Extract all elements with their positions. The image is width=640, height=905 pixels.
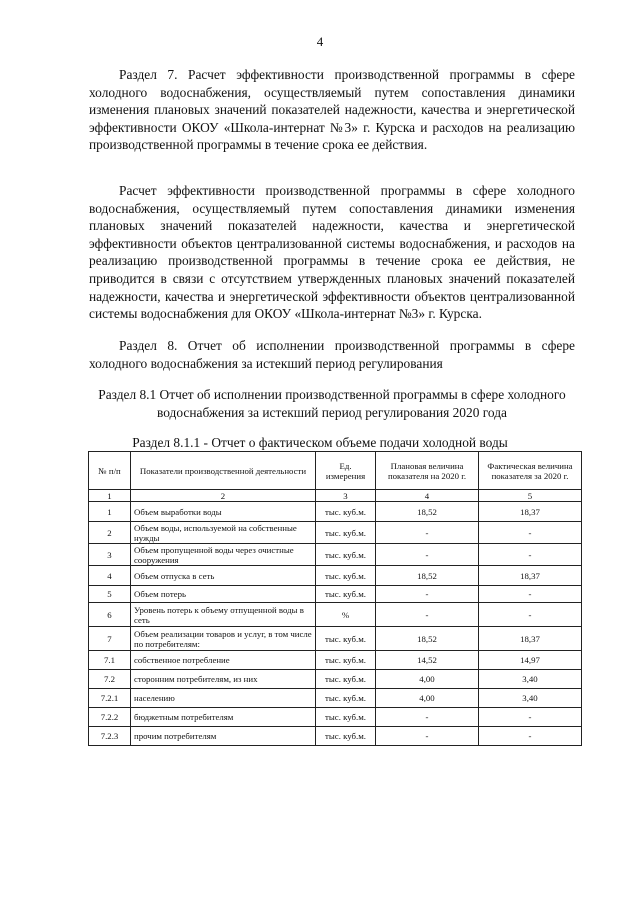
row-fact-value: 3,40 (479, 689, 582, 708)
row-unit: тыс. куб.м. (316, 670, 376, 689)
col-number-1: 1 (89, 490, 131, 502)
col-number-5: 5 (479, 490, 582, 502)
row-indicator: сторонним потребителям, из них (131, 670, 316, 689)
row-unit: тыс. куб.м. (316, 566, 376, 586)
row-unit: тыс. куб.м. (316, 502, 376, 522)
table-row (89, 708, 582, 727)
row-fact-value: 14,97 (479, 651, 582, 670)
header-unit: Ед. измерения (316, 452, 376, 490)
table-row (89, 689, 582, 708)
row-unit: тыс. куб.м. (316, 689, 376, 708)
row-fact-value: 18,37 (479, 627, 582, 651)
row-unit: тыс. куб.м. (316, 586, 376, 603)
row-fact-value: - (479, 708, 582, 727)
table-row (89, 566, 582, 586)
row-number: 7.1 (89, 651, 131, 670)
col-number-4: 4 (376, 490, 479, 502)
row-fact-value: - (479, 603, 582, 627)
row-indicator: бюджетным потребителям (131, 708, 316, 727)
row-fact-value: 18,37 (479, 566, 582, 586)
section-8-heading: Раздел 8. Отчет об исполнении производственной программы в сфере холодного водоснабжения за истекший период регулирования (89, 338, 575, 371)
row-indicator: Объем выработки воды (131, 502, 316, 522)
cold-water-report-table (88, 451, 582, 746)
row-fact-value: - (479, 544, 582, 566)
row-unit: % (316, 603, 376, 627)
row-unit: тыс. куб.м. (316, 727, 376, 746)
column-number-row (89, 490, 582, 502)
section-8-1-heading: Раздел 8.1 Отчет об исполнении производственной программы в сфере холодного водоснабжения за истекший период регулирования 2020 года (98, 387, 566, 420)
row-number: 3 (89, 544, 131, 566)
col-number-2: 2 (131, 490, 316, 502)
row-unit: тыс. куб.м. (316, 544, 376, 566)
row-number: 4 (89, 566, 131, 586)
row-unit: тыс. куб.м. (316, 627, 376, 651)
table-header-row (89, 452, 582, 490)
row-number: 7 (89, 627, 131, 651)
row-indicator: Объем потерь (131, 586, 316, 603)
row-unit: тыс. куб.м. (316, 708, 376, 727)
header-indicator: Показатели производственной деятельности (131, 452, 316, 490)
row-plan-value: 4,00 (376, 670, 479, 689)
row-number: 7.2.1 (89, 689, 131, 708)
row-indicator: Объем отпуска в сеть (131, 566, 316, 586)
row-fact-value: - (479, 522, 582, 544)
row-indicator: Объем воды, используемой на собственные нужды (131, 522, 316, 544)
row-number: 5 (89, 586, 131, 603)
row-fact-value: 3,40 (479, 670, 582, 689)
col-number-3: 3 (316, 490, 376, 502)
row-indicator: населению (131, 689, 316, 708)
page-number: 4 (316, 34, 324, 49)
header-fact: Фактическая величина показателя за 2020 г. (479, 452, 582, 490)
row-number: 1 (89, 502, 131, 522)
row-fact-value: - (479, 586, 582, 603)
row-number: 7.2.3 (89, 727, 131, 746)
header-plan: Плановая величина показателя на 2020 г. (376, 452, 479, 490)
row-indicator: прочим потребителям (131, 727, 316, 746)
table-row (89, 627, 582, 651)
section-7-heading: Раздел 7. Расчет эффективности производственной программы в сфере холодного водоснабжения, осуществляемый путем сопоставления динамики изменения плановых значений показателей надежности, качества и энергетической эффективности ОКОУ «Школа-интернат №3» г. Курска и расходов на реализацию производственной программы в течение срока ее действия. (89, 67, 575, 153)
table-row (89, 502, 582, 522)
row-fact-value: - (479, 727, 582, 746)
table-row (89, 522, 582, 544)
row-number: 2 (89, 522, 131, 544)
row-number: 7.2.2 (89, 708, 131, 727)
row-fact-value: 18,37 (479, 502, 582, 522)
table-row (89, 603, 582, 627)
row-plan-value: - (376, 603, 479, 627)
row-indicator: Уровень потерь к объему отпущенной воды в сеть (131, 603, 316, 627)
table-row (89, 544, 582, 566)
row-plan-value: 18,52 (376, 566, 479, 586)
row-plan-value: - (376, 708, 479, 727)
row-plan-value: - (376, 727, 479, 746)
row-plan-value: - (376, 544, 479, 566)
row-indicator: Объем пропущенной воды через очистные сооружения (131, 544, 316, 566)
row-plan-value: 4,00 (376, 689, 479, 708)
table-row (89, 586, 582, 603)
row-unit: тыс. куб.м. (316, 651, 376, 670)
table-row (89, 670, 582, 689)
section-7-text: Расчет эффективности производственной программы в сфере холодного водоснабжения, осуществляемый путем сопоставления динамики изменения плановых значений показателей надежности, качества и энергетической эффективности объектов централизованной системы водоснабжения, и расходов на реализацию производственной программы в течение срока ее действия, не приводится в связи с отсутствием утвержденных плановых значений показателей надежности, качества и энергетической эффективности объектов централизованной системы водоснабжения для ОКОУ «Школа-интернат №3» г. Курска. (89, 183, 575, 322)
table-row (89, 651, 582, 670)
row-plan-value: - (376, 522, 479, 544)
row-number: 6 (89, 603, 131, 627)
row-indicator: собственное потребление (131, 651, 316, 670)
row-plan-value: - (376, 586, 479, 603)
table-row (89, 727, 582, 746)
table-caption: Раздел 8.1.1 - Отчет о фактическом объеме подачи холодной воды (132, 435, 508, 450)
row-indicator: Объем реализации товаров и услуг, в том числе по потребителям: (131, 627, 316, 651)
row-unit: тыс. куб.м. (316, 522, 376, 544)
row-plan-value: 18,52 (376, 627, 479, 651)
row-plan-value: 18,52 (376, 502, 479, 522)
row-plan-value: 14,52 (376, 651, 479, 670)
row-number: 7.2 (89, 670, 131, 689)
header-number: № п/п (89, 452, 131, 490)
